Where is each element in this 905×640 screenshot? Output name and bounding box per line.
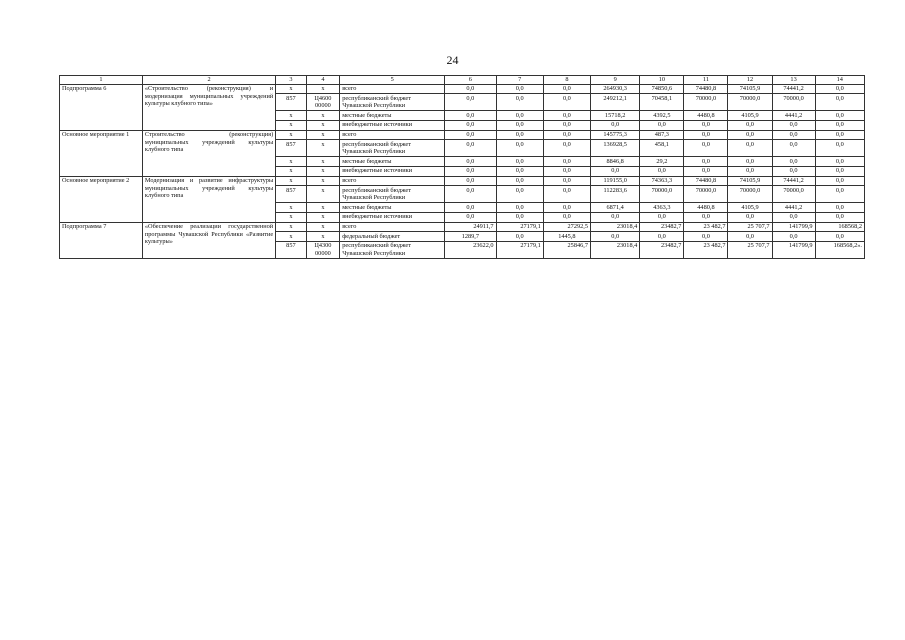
column-header: 3 [276, 76, 306, 85]
csr-code: x [306, 232, 340, 242]
value-cell: 0,0 [496, 120, 543, 130]
value-cell: 0,0 [815, 140, 864, 157]
grbs-code: 857 [276, 241, 306, 258]
grbs-code: x [276, 232, 306, 242]
budget-table [59, 75, 865, 259]
table-row [60, 130, 865, 140]
grbs-code: x [276, 203, 306, 213]
value-cell: 0,0 [772, 130, 815, 140]
funding-source: всего [340, 222, 445, 232]
csr-code: Ц4600 00000 [306, 94, 340, 111]
grbs-code: x [276, 166, 306, 176]
program-name: Основное мероприятие 2 [60, 176, 143, 222]
value-cell: 1445,8 [543, 232, 590, 242]
value-cell: 0,0 [496, 94, 543, 111]
value-cell: 23018,4 [591, 222, 640, 232]
value-cell: 0,0 [772, 166, 815, 176]
csr-code: x [306, 212, 340, 222]
funding-source: республиканский бюджет Чувашской Республики [340, 241, 445, 258]
value-cell: 74105,9 [728, 176, 772, 186]
funding-source: внебюджетные источники [340, 120, 445, 130]
value-cell: 23 482,7 [684, 222, 728, 232]
value-cell: 4105,9 [728, 203, 772, 213]
value-cell: 249212,1 [591, 94, 640, 111]
value-cell: 0,0 [728, 166, 772, 176]
value-cell: 0,0 [815, 130, 864, 140]
value-cell: 0,0 [496, 140, 543, 157]
value-cell: 0,0 [728, 232, 772, 242]
value-cell: 0,0 [815, 111, 864, 121]
column-header: 11 [684, 76, 728, 85]
value-cell: 0,0 [445, 94, 496, 111]
value-cell: 4480,8 [684, 203, 728, 213]
csr-code: x [306, 203, 340, 213]
value-cell: 0,0 [728, 140, 772, 157]
value-cell: 168568,2». [815, 241, 864, 258]
value-cell: 74441,2 [772, 176, 815, 186]
value-cell: 74441,2 [772, 84, 815, 94]
value-cell: 0,0 [496, 111, 543, 121]
column-header: 7 [496, 76, 543, 85]
value-cell: 0,0 [772, 212, 815, 222]
value-cell: 70458,1 [640, 94, 684, 111]
value-cell: 4441,2 [772, 111, 815, 121]
value-cell: 0,0 [591, 120, 640, 130]
value-cell: 0,0 [445, 120, 496, 130]
value-cell: 0,0 [684, 120, 728, 130]
value-cell: 0,0 [640, 212, 684, 222]
value-cell: 0,0 [684, 157, 728, 167]
funding-source: внебюджетные источники [340, 166, 445, 176]
value-cell: 0,0 [445, 157, 496, 167]
program-name: Подпрограмма 6 [60, 84, 143, 130]
value-cell: 70000,0 [684, 94, 728, 111]
grbs-code: 857 [276, 140, 306, 157]
value-cell: 141799,9 [772, 241, 815, 258]
value-cell: 25846,7 [543, 241, 590, 258]
value-cell: 4480,8 [684, 111, 728, 121]
table-row [60, 84, 865, 94]
value-cell: 0,0 [445, 111, 496, 121]
value-cell: 0,0 [543, 120, 590, 130]
value-cell: 4392,5 [640, 111, 684, 121]
program-name: Подпрограмма 7 [60, 222, 143, 258]
funding-source: федеральный бюджет [340, 232, 445, 242]
value-cell: 0,0 [815, 176, 864, 186]
column-header: 10 [640, 76, 684, 85]
value-cell: 74480,8 [684, 84, 728, 94]
value-cell: 119155,0 [591, 176, 640, 186]
value-cell: 4105,9 [728, 111, 772, 121]
value-cell: 0,0 [496, 157, 543, 167]
page-number: 24 [446, 53, 459, 67]
program-title: Строительство (реконструкция) муниципальных учреждений культуры клубного типа [142, 130, 275, 176]
value-cell: 0,0 [543, 140, 590, 157]
value-cell: 0,0 [496, 84, 543, 94]
program-title: «Строительство (реконструкция) и модернизация муниципальных учреждений культуры клубного типа» [142, 84, 275, 130]
value-cell: 29,2 [640, 157, 684, 167]
value-cell: 0,0 [445, 166, 496, 176]
value-cell: 0,0 [684, 140, 728, 157]
value-cell: 0,0 [543, 111, 590, 121]
funding-source: всего [340, 130, 445, 140]
value-cell: 1289,7 [445, 232, 496, 242]
value-cell: 23622,0 [445, 241, 496, 258]
value-cell: 136928,5 [591, 140, 640, 157]
column-header: 13 [772, 76, 815, 85]
value-cell: 0,0 [543, 94, 590, 111]
funding-source: республиканский бюджет Чувашской Республики [340, 140, 445, 157]
value-cell: 0,0 [640, 232, 684, 242]
column-header: 4 [306, 76, 340, 85]
csr-code: Ц4300 00000 [306, 241, 340, 258]
value-cell: 264930,3 [591, 84, 640, 94]
value-cell: 0,0 [445, 130, 496, 140]
value-cell: 0,0 [815, 157, 864, 167]
funding-source: всего [340, 84, 445, 94]
value-cell: 458,1 [640, 140, 684, 157]
value-cell: 27179,1 [496, 241, 543, 258]
column-header: 5 [340, 76, 445, 85]
value-cell: 0,0 [496, 176, 543, 186]
value-cell: 23482,7 [640, 222, 684, 232]
value-cell: 168568,2 [815, 222, 864, 232]
value-cell: 27292,5 [543, 222, 590, 232]
column-header: 8 [543, 76, 590, 85]
value-cell: 0,0 [815, 186, 864, 203]
value-cell: 70000,0 [640, 186, 684, 203]
value-cell: 74850,6 [640, 84, 684, 94]
csr-code: x [306, 111, 340, 121]
column-header: 9 [591, 76, 640, 85]
value-cell: 70000,0 [772, 94, 815, 111]
value-cell: 0,0 [815, 94, 864, 111]
header-row [60, 76, 865, 85]
column-header: 12 [728, 76, 772, 85]
table-row [60, 222, 865, 232]
value-cell: 0,0 [543, 157, 590, 167]
value-cell: 0,0 [445, 140, 496, 157]
value-cell: 0,0 [445, 203, 496, 213]
value-cell: 70000,0 [772, 186, 815, 203]
csr-code: x [306, 140, 340, 157]
value-cell: 0,0 [684, 130, 728, 140]
value-cell: 0,0 [728, 130, 772, 140]
csr-code: x [306, 166, 340, 176]
grbs-code: x [276, 111, 306, 121]
column-header: 6 [445, 76, 496, 85]
funding-source: всего [340, 176, 445, 186]
program-title: «Обеспечение реализации государственной программы Чувашской Республики «Развитие культуры» [142, 222, 275, 258]
value-cell: 0,0 [496, 186, 543, 203]
funding-source: внебюджетные источники [340, 212, 445, 222]
value-cell: 0,0 [543, 186, 590, 203]
value-cell: 0,0 [543, 166, 590, 176]
value-cell: 0,0 [496, 130, 543, 140]
value-cell: 74480,8 [684, 176, 728, 186]
value-cell: 23018,4 [591, 241, 640, 258]
value-cell: 70000,0 [684, 186, 728, 203]
value-cell: 0,0 [445, 212, 496, 222]
program-name: Основное мероприятие 1 [60, 130, 143, 176]
csr-code: x [306, 176, 340, 186]
grbs-code: 857 [276, 186, 306, 203]
value-cell: 141799,9 [772, 222, 815, 232]
funding-source: местные бюджеты [340, 111, 445, 121]
value-cell: 145775,3 [591, 130, 640, 140]
csr-code: x [306, 84, 340, 94]
value-cell: 0,0 [815, 120, 864, 130]
value-cell: 0,0 [445, 186, 496, 203]
value-cell: 487,3 [640, 130, 684, 140]
value-cell: 74105,9 [728, 84, 772, 94]
csr-code: x [306, 186, 340, 203]
value-cell: 0,0 [772, 140, 815, 157]
value-cell: 0,0 [815, 84, 864, 94]
funding-source: республиканский бюджет Чувашской Республики [340, 94, 445, 111]
value-cell: 0,0 [772, 120, 815, 130]
grbs-code: 857 [276, 94, 306, 111]
value-cell: 112283,6 [591, 186, 640, 203]
value-cell: 70000,0 [728, 186, 772, 203]
value-cell: 0,0 [543, 130, 590, 140]
value-cell: 74363,3 [640, 176, 684, 186]
program-title: Модернизация и развитие инфраструктуры муниципальных учреждений культуры клубного типа [142, 176, 275, 222]
value-cell: 0,0 [496, 212, 543, 222]
value-cell: 0,0 [591, 232, 640, 242]
value-cell: 0,0 [543, 212, 590, 222]
value-cell: 25 707,7 [728, 222, 772, 232]
grbs-code: x [276, 222, 306, 232]
value-cell: 0,0 [591, 166, 640, 176]
column-header: 1 [60, 76, 143, 85]
value-cell: 24911,7 [445, 222, 496, 232]
funding-source: местные бюджеты [340, 203, 445, 213]
funding-source: местные бюджеты [340, 157, 445, 167]
value-cell: 0,0 [445, 84, 496, 94]
value-cell: 0,0 [815, 203, 864, 213]
grbs-code: x [276, 176, 306, 186]
value-cell: 0,0 [815, 212, 864, 222]
value-cell: 0,0 [815, 166, 864, 176]
value-cell: 0,0 [543, 176, 590, 186]
grbs-code: x [276, 130, 306, 140]
value-cell: 0,0 [728, 120, 772, 130]
value-cell: 0,0 [684, 212, 728, 222]
value-cell: 0,0 [543, 84, 590, 94]
value-cell: 70000,0 [728, 94, 772, 111]
table-row [60, 176, 865, 186]
value-cell: 0,0 [640, 166, 684, 176]
value-cell: 25 707,7 [728, 241, 772, 258]
funding-source: республиканский бюджет Чувашской Республики [340, 186, 445, 203]
column-header: 2 [142, 76, 275, 85]
value-cell: 0,0 [640, 120, 684, 130]
value-cell: 4363,3 [640, 203, 684, 213]
value-cell: 0,0 [496, 166, 543, 176]
grbs-code: x [276, 84, 306, 94]
value-cell: 0,0 [445, 176, 496, 186]
grbs-code: x [276, 212, 306, 222]
value-cell: 0,0 [543, 203, 590, 213]
value-cell: 15718,2 [591, 111, 640, 121]
value-cell: 4441,2 [772, 203, 815, 213]
value-cell: 0,0 [728, 212, 772, 222]
grbs-code: x [276, 157, 306, 167]
value-cell: 0,0 [496, 232, 543, 242]
value-cell: 0,0 [772, 157, 815, 167]
value-cell: 0,0 [684, 166, 728, 176]
value-cell: 0,0 [772, 232, 815, 242]
value-cell: 23 482,7 [684, 241, 728, 258]
csr-code: x [306, 120, 340, 130]
csr-code: x [306, 130, 340, 140]
value-cell: 0,0 [815, 232, 864, 242]
value-cell: 0,0 [684, 232, 728, 242]
column-header: 14 [815, 76, 864, 85]
value-cell: 23482,7 [640, 241, 684, 258]
value-cell: 0,0 [728, 157, 772, 167]
value-cell: 6871,4 [591, 203, 640, 213]
value-cell: 0,0 [591, 212, 640, 222]
value-cell: 8846,8 [591, 157, 640, 167]
value-cell: 0,0 [496, 203, 543, 213]
csr-code: x [306, 157, 340, 167]
grbs-code: x [276, 120, 306, 130]
value-cell: 27179,1 [496, 222, 543, 232]
csr-code: x [306, 222, 340, 232]
